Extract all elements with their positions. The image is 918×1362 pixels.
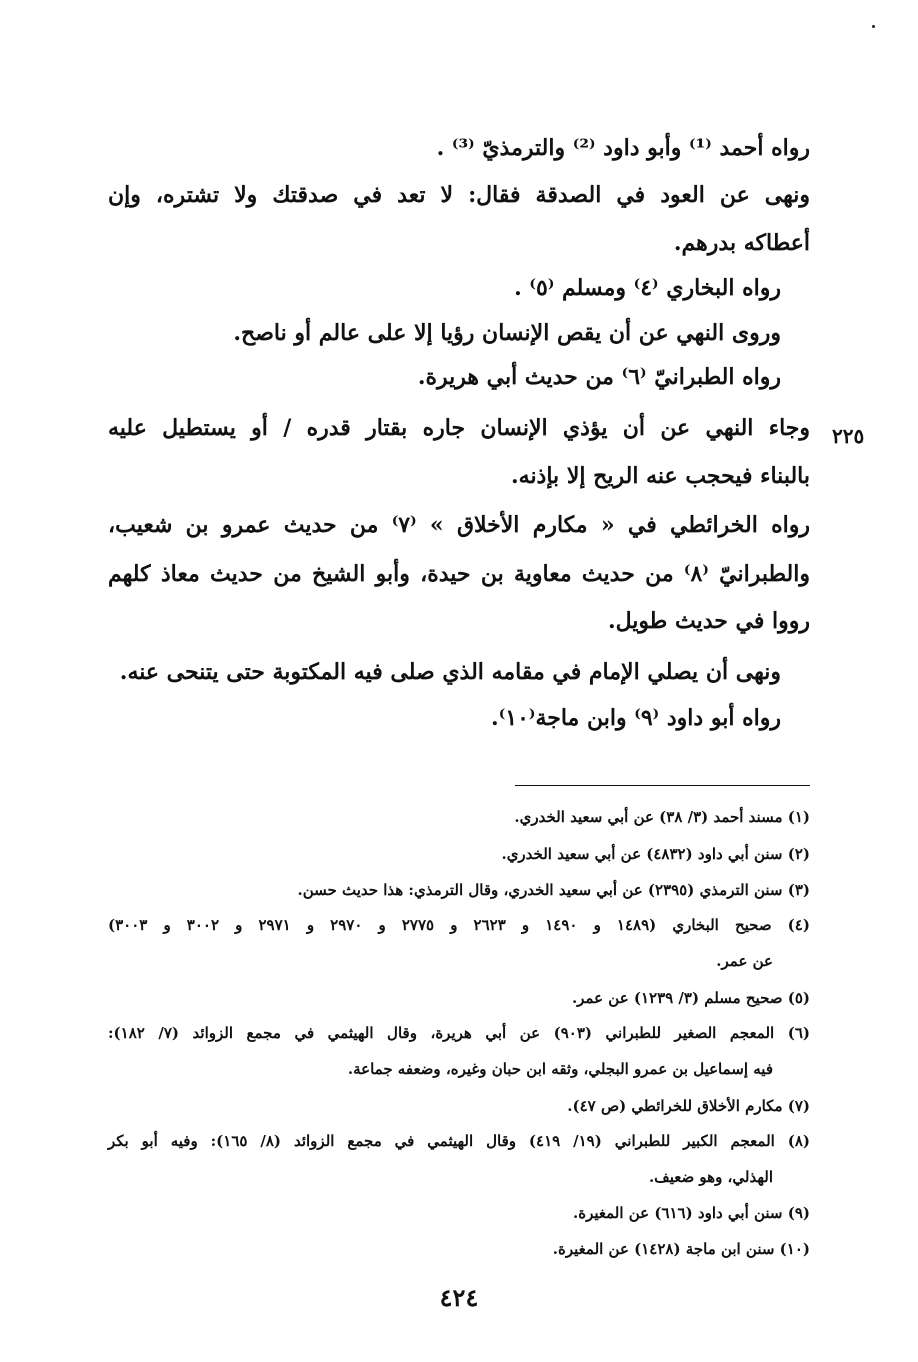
body-line-4: رواه البخاري ⁽٤⁾ ومسلم ⁽٥⁾ . (514, 275, 781, 301)
body-line-1: رواه أحمد ⁽¹⁾ وأبو داود ⁽²⁾ والترمذيّ ⁽³⁾ . (436, 135, 810, 161)
body-line-3: أعطاكه بدرهم. (673, 230, 810, 256)
footnote-10: (١٠) سنن ابن ماجة (١٤٢٨) عن المغيرة. (552, 1240, 810, 1258)
footnote-8-cont: الهذلي، وهو ضعيف. (648, 1168, 773, 1186)
footnote-9: (٩) سنن أبي داود (٦١٦) عن المغيرة. (572, 1204, 810, 1222)
body-line-11: رووا في حديث طويل. (607, 608, 810, 634)
body-line-7: وجاء النهي عن أن يؤذي الإنسان جاره بقتار قدره / أو يستطيل عليه (108, 415, 810, 441)
footnote-8: (٨) المعجم الكبير للطبراني (١٩/ ٤١٩) وقال الهيثمي في مجمع الزوائد (٨/ ١٦٥): وفيه أبو بكر (108, 1132, 811, 1150)
body-line-13: رواه أبو داود ⁽٩⁾ وابن ماجة⁽١٠⁾. (491, 705, 781, 731)
body-line-2: ونهى عن العود في الصدقة فقال: لا تعد في صدقتك ولا تشتره، وإن (108, 182, 810, 208)
margin-folio-number: ٢٢٥ (832, 424, 865, 448)
body-line-6: رواه الطبرانيّ ⁽٦⁾ من حديث أبي هريرة. (417, 364, 781, 390)
footnote-2: (٢) سنن أبي داود (٤٨٣٢) عن أبي سعيد الخدري. (501, 845, 810, 863)
footnote-4-cont: عن عمر. (716, 952, 773, 970)
footnote-4: (٤) صحيح البخاري (١٤٨٩ و ١٤٩٠ و ٢٦٢٣ و ٢٧٧٥ و ٢٩٧٠ و ٢٩٧١ و ٣٠٠٢ و ٣٠٠٣) (108, 916, 810, 934)
footnote-6-cont: فيه إسماعيل بن عمرو البجلي، وثقه ابن حبان وغيره، وضعفه جماعة. (347, 1060, 773, 1078)
body-line-9: رواه الخرائطي في « مكارم الأخلاق » ⁽٧⁾ من حديث عمرو بن شعيب، (108, 512, 810, 538)
footnote-6: (٦) المعجم الصغير للطبراني (٩٠٣) عن أبي هريرة، وقال الهيثمي في مجمع الزوائد (٧/ ١٨٢): (108, 1024, 810, 1042)
footnote-3: (٣) سنن الترمذي (٢٣٩٥) عن أبي سعيد الخدري، وقال الترمذي: هذا حديث حسن. (297, 881, 810, 899)
scan-speck (872, 25, 875, 28)
body-line-10: والطبرانيّ ⁽٨⁾ من حديث معاوية بن حيدة، وأبو الشيخ من حديث معاذ كلهم (108, 561, 810, 587)
footnote-separator (515, 785, 810, 786)
body-line-5: وروى النهي عن أن يقص الإنسان رؤيا إلا على عالم أو ناصح. (233, 320, 781, 346)
footnote-5: (٥) صحيح مسلم (٣/ ١٢٣٩) عن عمر. (571, 989, 810, 1007)
body-line-8: بالبناء فيحجب عنه الريح إلا بإذنه. (510, 463, 810, 489)
body-line-12: ونهى أن يصلي الإمام في مقامه الذي صلى فيه المكتوبة حتى يتنحى عنه. (119, 659, 781, 685)
footnote-1: (١) مسند أحمد (٣/ ٣٨) عن أبي سعيد الخدري. (514, 808, 810, 826)
page-number: ٤٢٤ (439, 1283, 479, 1312)
footnote-7: (٧) مكارم الأخلاق للخرائطي (ص ٤٧). (567, 1097, 810, 1115)
